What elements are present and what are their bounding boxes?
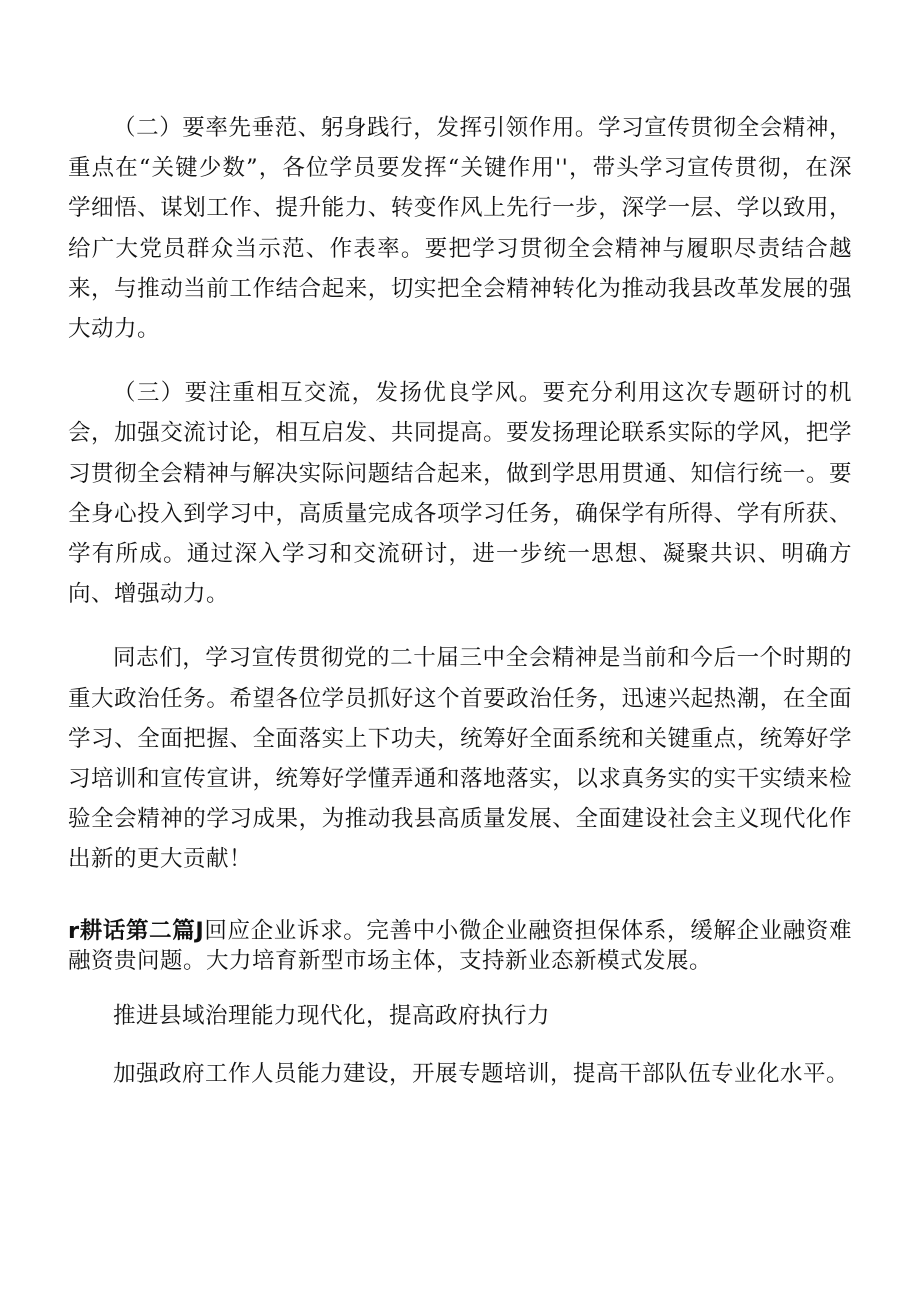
fragment-paragraph: [68, 916, 852, 976]
fragment-text: 回应企业诉求。完善中小微企业融资担保体系，缓解企业融资难融资贵问题。大力培育新型市场主体，支持新业态新模式发展。: [68, 917, 852, 974]
closing-paragraph: 同志们，学习宣传贯彻党的二十届三中全会精神是当前和今后一个时期的重大政治任务。希望各位学员抓好这个首要政治任务，迅速兴起热潮，在全面学习、全面把握、全面落实上下功夫，统筹好全面系统和关键重点，统筹好学习培训和宣传宣讲，统筹好学懂弄通和落地落实，以求真务实的实干实绩来检验全会精神的学习成果，为推动我县高质量发展、全面建设社会主义现代化作出新的更大贡献！: [68, 645, 852, 873]
document-page: [68, 108, 852, 1112]
paragraph-2: （二）要率先垂范、躬身践行，发挥引领作用。学习宣传贯彻全会精神，重点在“关键少数”，各位学员要发挥“关键作用''，带头学习宣传贯彻，在深学细悟、谋划工作、提升能力、转变作风上先行一步，深学一层、学以致用，给广大党员群众当示范、作表率。要把学习贯彻全会精神与履职尽责结合越来，与推动当前工作结合起来，切实把全会精神转化为推动我县改革发展的强大动力。: [68, 115, 852, 343]
fragment-prefix: r耕话第二篇J: [68, 917, 205, 944]
paragraph-3: （三）要注重相互交流，发扬优良学风。要充分利用这次专题研讨的机会，加强交流讨论，相互启发、共同提高。要发扬理论联系实际的学风，把学习贯彻全会精神与解决实际问题结合起来，做到学思用贯通、知信行统一。要全身心投入到学习中，高质量完成各项学习任务，确保学有所得、学有所获、学有所成。通过深入学习和交流研讨，进一步统一思想、凝聚共识、明确方向、增强动力。: [68, 380, 852, 608]
last-line: 加强政府工作人员能力建设，开展专题培训，提高干部队伍专业化水平。: [113, 1060, 850, 1087]
section-heading: 推进县域治理能力现代化，提高政府执行力: [113, 1002, 551, 1029]
